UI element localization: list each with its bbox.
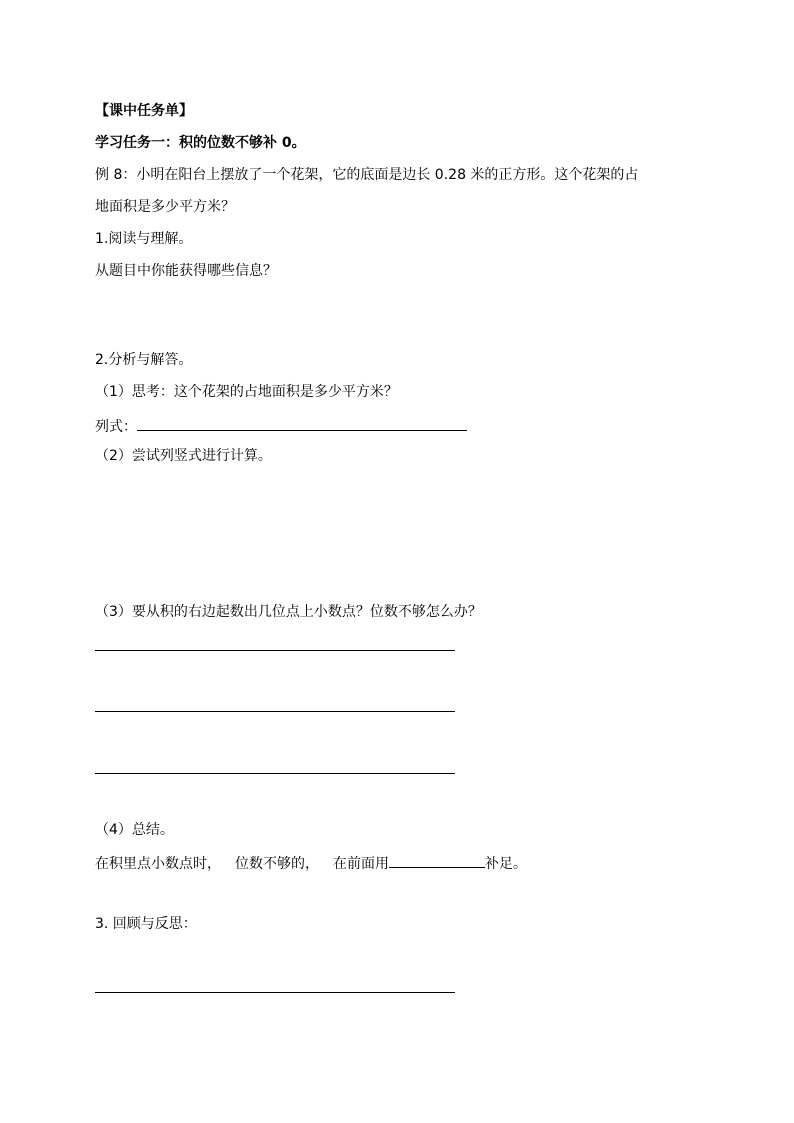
answer-line-1[interactable] bbox=[95, 650, 455, 651]
question-1: （1）思考：这个花架的占地面积是多少平方米？ bbox=[95, 384, 398, 400]
formula-answer-blank[interactable] bbox=[137, 414, 467, 431]
formula-row bbox=[95, 414, 467, 437]
question-4: （4）总结。 bbox=[95, 822, 174, 838]
question-2: （2）尝试列竖式进行计算。 bbox=[95, 448, 272, 464]
section3-title: 3. 回顾与反思： bbox=[95, 916, 197, 932]
question-3: （3）要从积的右边起数出几位点上小数点？位数不够怎么办？ bbox=[95, 604, 482, 620]
summary-row bbox=[95, 851, 527, 874]
formula-label: 列式： bbox=[95, 419, 137, 435]
summary-part-3: 在前面用 bbox=[333, 856, 389, 872]
task1-title: 学习任务一：积的位数不够补 0。 bbox=[95, 135, 306, 151]
section1-title: 1.阅读与理解。 bbox=[95, 231, 193, 247]
summary-part-1: 在积里点小数点时， bbox=[95, 856, 221, 872]
answer-line-3[interactable] bbox=[95, 773, 455, 774]
summary-part-2: 位数不够的， bbox=[235, 856, 319, 872]
summary-answer-blank[interactable] bbox=[389, 851, 485, 868]
section1-question: 从题目中你能获得哪些信息？ bbox=[95, 263, 277, 279]
summary-part-4: 补足。 bbox=[485, 856, 527, 872]
reflection-answer-line[interactable] bbox=[95, 992, 455, 993]
answer-line-2[interactable] bbox=[95, 711, 455, 712]
section2-title: 2.分析与解答。 bbox=[95, 352, 193, 368]
worksheet-heading: 【课中任务单】 bbox=[95, 103, 193, 119]
example-line-1: 例 8：小明在阳台上摆放了一个花架，它的底面是边长 0.28 米的正方形。这个花架的占 bbox=[95, 167, 639, 183]
example-line-2: 地面积是多少平方米？ bbox=[95, 199, 235, 215]
